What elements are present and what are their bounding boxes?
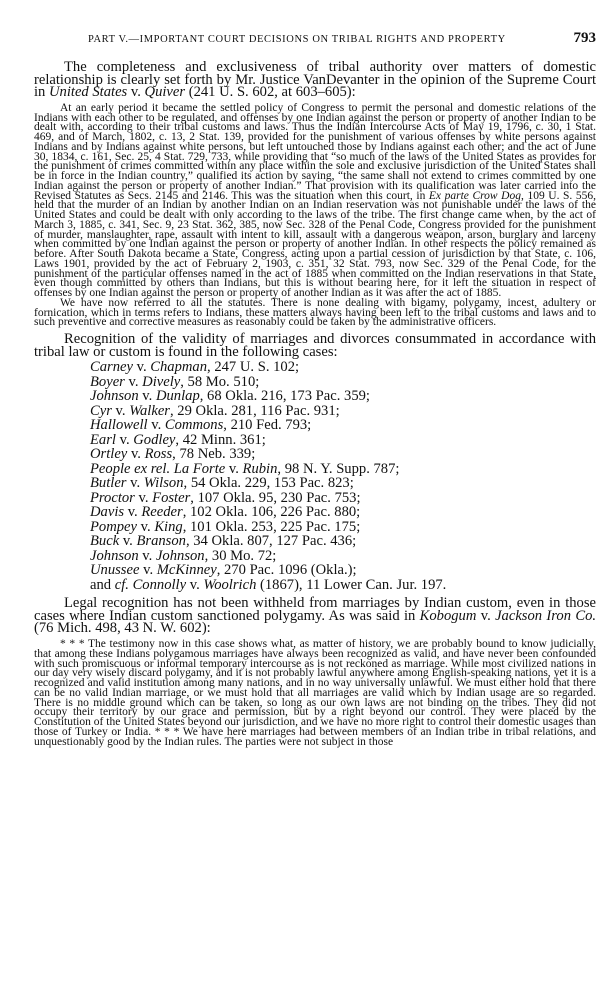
running-header [34,30,596,47]
case-citation: Boyer v. Dively, 58 Mo. 510; [90,373,260,390]
case-citation: Davis v. Reeder, 102 Okla. 106, 226 Pac. 880; [90,504,361,521]
case-name: Quiver [144,84,186,101]
quote-paragraph: At an early period it became the settled policy of Congress to permit the personal and domestic relations of the Indians with each other to be regulated, and offenses by one Indian against the person or property of another Indian to be dealt with, according to their tribal customs and laws. Thus the Indian Intercourse Acts of May 19, 1796, c. 30, 1 Stat. 469, and of March, 1802, c. 13, 2 Stat. 139, provided for the punishment of various offenses by white persons against Indians and by Indians against white persons, but left untouched those by Indians against each other; and the act of June 30, 1834, c. 161, Sec. 25, 4 Stat. 729, 733, while providing that “so much of the laws of the United States as provides for the punishment of crimes committed within any place within the sole and exclusive jurisdiction of the United States shall be in force in the Indian country,” qualified its action by saying, “the same shall not extend to crimes committed by one Indian against the person or property of another Indian.” That provision with its qualification was later carried into the Revised Statutes as Secs. 2145 and 2146. This was the situation when this court, in Ex parte Crow Dog, 109 U. S. 556, held that the murder of an Indian by another Indian on an Indian reservation was not punishable under the laws of the United States and could be dealt with only according to the laws of the tribe. The first change came when, by the act of March 3, 1885, c. 341, Sec. 9, 23 Stat. 362, 385, now Sec. 328 of the Penal Code, Congress provided for the punishment of murder, manslaughter, rape, assault with intent to kill, assault with a dangerous weapon, arson, burglary and larceny when committed by one Indian against the person or property of another Indian. In other respects the policy remained as before. After South Dakota became a State, Congress, acting upon a partial cession of jurisdiction by that State, c. 106, Laws 1901, provided by the act of February 2, 1903, c. 351, 32 Stat. 793, now Sec. 329 of the Penal Code, for the punishment of the particular offenses named in the act of 1885 when committed on the Indian reservations in that State, even though committed by others than Indians, but this is without bearing here, for it left the situation in respect of offenses by one Indian against the person or property of another Indian as it was after the act of 1885. [34,101,597,300]
case-name: Jackson Iron Co. [495,607,597,624]
case-citation: Butler v. Wilson, 54 Okla. 229, 153 Pac. 823; [90,475,354,492]
case-citation: People ex rel. La Forte v. Rubin, 98 N. Y. Supp. 787; [90,460,400,477]
case-citation: Proctor v. Foster, 107 Okla. 95, 230 Pac. 753; [90,489,361,506]
case-name: United States [49,84,128,101]
case-citation: Johnson v. Johnson, 30 Mo. 72; [90,547,277,564]
running-title: PART V.—IMPORTANT COURT DECISIONS ON TRIBAL RIGHTS AND PROPERTY [88,34,506,45]
case-citation: Hallowell v. Commons, 210 Fed. 793; [90,417,312,434]
case-citation: Pompey v. King, 101 Okla. 253, 225 Pac. 175; [90,518,361,535]
legal-paragraph: Legal recognition has not been withheld from marriages by Indian custom, even in those cases where Indian custom sanctioned polygamy. As was said in Kobogum v. Jackson Iron Co. (76 Mich. 498, 43 N. W. 602): [34,595,597,637]
case-citation: Cyr v. Walker, 29 Okla. 281, 116 Pac. 931; [90,402,340,419]
case-citation: Buck v. Branson, 34 Okla. 807, 127 Pac. 436; [90,533,357,550]
intro-paragraph: The completeness and exclusiveness of tribal authority over matters of domestic relationship is clearly set forth by Mr. Justice VanDevanter in the opinion of the Supreme Court in United States v. Quiver (241 U. S. 602, at 603–605): [34,59,596,101]
case-list [90,360,596,592]
case-name: Kobogum [419,607,477,624]
page-number: 793 [573,30,596,46]
case-citation: Unussee v. McKinney, 270 Pac. 1096 (Okla.); [90,562,357,579]
case-citation: Earl v. Godley, 42 Minn. 361; [90,431,266,448]
case-name: Ex parte Crow Dog [428,189,521,202]
quote-paragraph: * * * The testimony now in this case shows what, as matter of history, we are probably bound to know judicially, that among these Indians polygamous marriages have always been recognized as valid, and have never been confounded with such promiscuous or informal temporary intercourse as is not reckoned as marriage. While most civilized nations in our day very wisely discard polygamy, and it is not probably lawful anywhere among English-speaking nations, yet it is a recognized and valid institution among many nations, and in no way universally unlawful. We must either hold that there can be no valid Indian marriage, or we must hold that all marriages are valid which by Indian usage are so regarded. There is no middle ground which can be taken, so long as our own laws are not binding on the tribes. They did not occupy their territory by our grace and permission, but by a right beyond our control. They were placed by the Constitution of the United States beyond our jurisdiction, and we have no more right to control their domestic usages than those of Turkey or India. * * * We have here marriages had between members of an Indian tribe in tribal relations, and unquestionably good by the Indian rules. The parties were not subject in those [34,638,596,748]
quote-paragraph: We have now referred to all the statutes. There is none dealing with bigamy, polygamy, incest, adultery or fornication, which in terms refers to Indians, these matters always having been left to the tribal customs and laws and to such preventive and corrective measures as reasonably could be taken by the administrative officers. [34,296,596,329]
case-citation: Ortley v. Ross, 78 Neb. 339; [90,446,256,463]
case-citation: and cf. Connolly v. Woolrich (1867), 11 Lower Can. Jur. 197. [90,576,447,593]
recognition-paragraph: Recognition of the validity of marriages and divorces consummated in accordance with tribal law or custom is found in the following cases: [34,331,596,360]
case-citation: Carney v. Chapman, 247 U. S. 102; [90,359,300,376]
case-citation: Johnson v. Dunlap, 68 Okla. 216, 173 Pac. 359; [90,388,370,405]
